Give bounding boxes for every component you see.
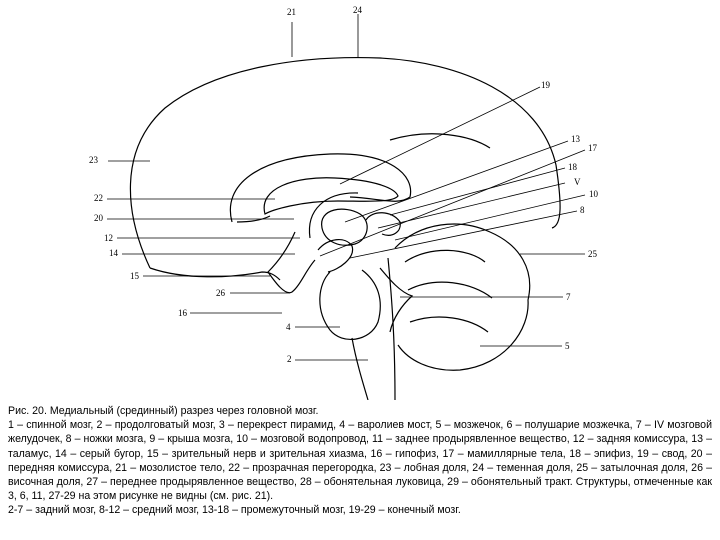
- leader-V: [378, 183, 565, 228]
- label-24: 24: [353, 5, 362, 15]
- label-23: 23: [89, 155, 98, 165]
- label-20: 20: [94, 213, 103, 223]
- label-8: 8: [580, 205, 585, 215]
- fourth-ventricle: [380, 268, 412, 332]
- hypothalamus-region: [268, 232, 315, 293]
- cerebellum-folia: [405, 250, 492, 332]
- label-7: 7: [566, 292, 571, 302]
- label-5: 5: [565, 341, 570, 351]
- fornix: [309, 193, 358, 238]
- cortex-sulcus: [390, 134, 490, 148]
- label-2: 2: [287, 354, 292, 364]
- label-V: V: [574, 177, 581, 187]
- caption-legend: 1 – спинной мозг, 2 – продолговатый мозг, 3 – перекрест пирамид, 4 – варолиев мост, 5 – мозжечок, 6 – полушарие мозжечка, 7 – IV мозговой желудочек, 8 – ножки мозга, 9 – крыша мозга, 10 – мозговой водопровод, 11 – заднее продырявленное вещество, 12 – задняя комиссура, 13 – таламус, 14 – серый бугор, 15 – зрительный нерв и зрительная хиазма, 16 – гипофиз, 17 – мамиллярные тела, 18 – эпифиз, 19 – свод, 20 – передняя комиссура, 21 – мозолистое тело, 22 – прозрачная перегородка, 23 – лобная доля, 24 – теменная доля, 25 – затылочная доля, 26 – височная доля, 27 – переднее продырявленное вещество, 28 – обонятельная луковица, 29 – обонятельный тракт. Структуры, отмеченные как 3, 6, 11, 27-29 на этом рисунке не видны (см. рис. 21).: [8, 419, 712, 503]
- label-19: 19: [541, 80, 550, 90]
- midbrain: [318, 240, 353, 272]
- leader-10: [395, 195, 585, 240]
- hemisphere-outline: [130, 58, 560, 268]
- caption-groups: 2-7 – задний мозг, 8-12 – средний мозг, 13-18 – промежуточный мозг, 19-29 – конечный мозг.: [8, 504, 461, 517]
- label-12: 12: [104, 233, 113, 243]
- medulla-oblongata: [352, 338, 368, 400]
- hemisphere-base: [150, 268, 280, 280]
- leader-19: [340, 87, 540, 184]
- figure-caption: [8, 404, 712, 518]
- label-25: 25: [588, 249, 597, 259]
- leader-17: [320, 150, 585, 256]
- label-22: 22: [94, 193, 103, 203]
- corpus-callosum: [264, 178, 398, 214]
- label-14: 14: [109, 248, 118, 258]
- label-21: 21: [287, 7, 296, 17]
- pons: [320, 270, 380, 339]
- label-4: 4: [286, 322, 291, 332]
- leader-18: [390, 168, 565, 215]
- leader-13: [345, 141, 568, 222]
- caption-title: Рис. 20. Медиальный (срединный) разрез через головной мозг.: [8, 405, 319, 417]
- cingulate-gyrus: [230, 154, 410, 222]
- label-10: 10: [589, 189, 598, 199]
- label-18: 18: [568, 162, 577, 172]
- label-26: 26: [216, 288, 225, 298]
- label-17: 17: [588, 143, 597, 153]
- label-16: 16: [178, 308, 187, 318]
- label-13: 13: [571, 134, 580, 144]
- label-15: 15: [130, 271, 139, 281]
